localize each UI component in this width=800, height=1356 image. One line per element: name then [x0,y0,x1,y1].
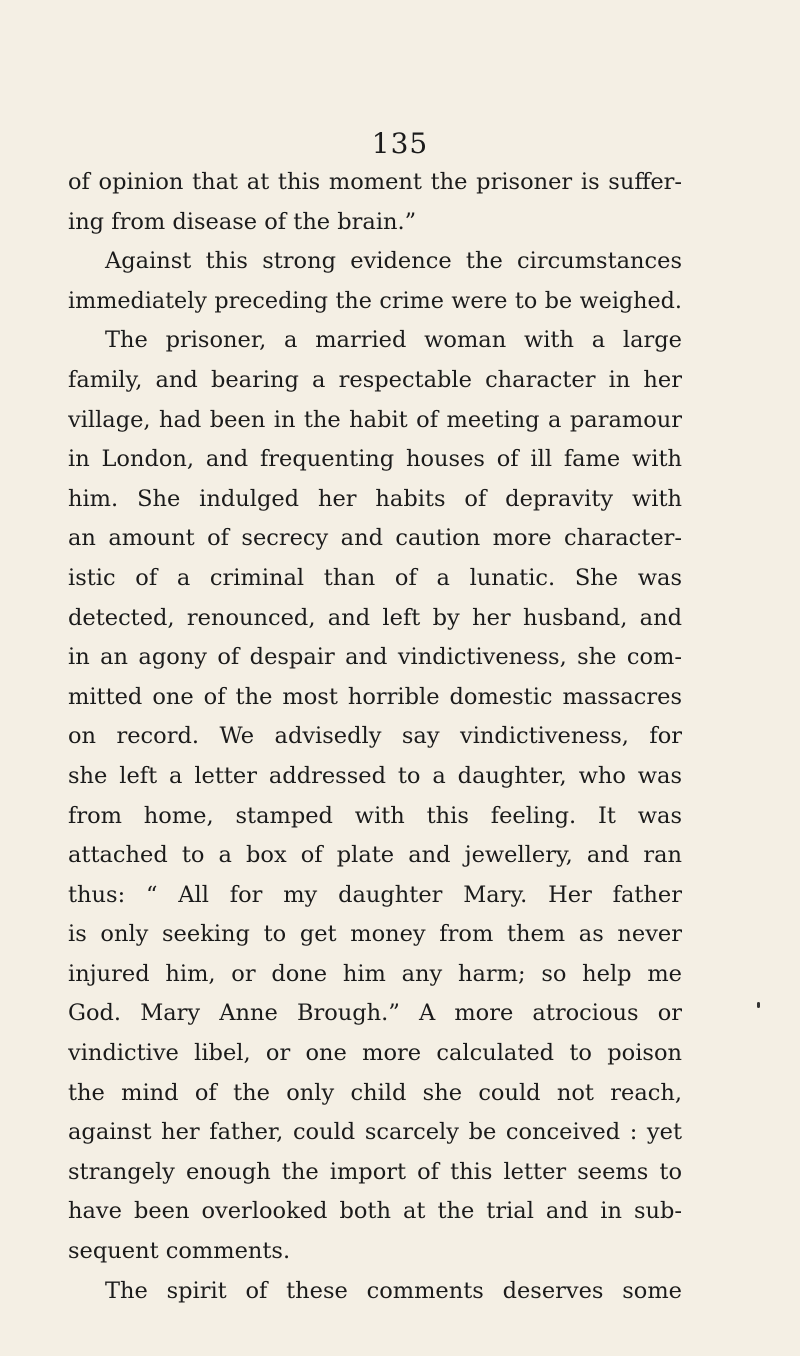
text-line: thus: “ All for my daughter Mary. Her father [68,881,682,908]
text-line: vindictive libel, or one more calculated to poison [68,1040,682,1067]
ink-speck [757,1002,760,1008]
text-line: an amount of secrecy and caution more character- [68,525,682,552]
text-line: him. She indulged her habits of depravity with [68,485,682,512]
text-line: village, had been in the habit of meeting a paramour [68,406,682,433]
text-line: mitted one of the most horrible domestic massacres [68,683,682,710]
page-number: 135 [371,127,429,160]
text-line: ing from disease of the brain.” [68,208,417,235]
text-line: immediately preceding the crime were to be weighed. [68,287,682,314]
text-line: in an agony of despair and vindictiveness, she com- [68,644,682,671]
text-line: sequent comments. [68,1238,291,1265]
text-line: is only seeking to get money from them as never [68,921,682,948]
text-line: she left a letter addressed to a daughter, who was [68,762,682,789]
text-line: the mind of the only child she could not reach, [68,1079,682,1106]
text-line: of opinion that at this moment the prisoner is suffer- [68,169,682,195]
text-line: against her father, could scarcely be conceived : yet [68,1119,682,1146]
text-line: istic of a criminal than of a lunatic. She was [68,564,682,591]
text-line: injured him, or done him any harm; so help me [68,960,682,987]
text-line: The spirit of these comments deserves some [105,1277,682,1304]
text-line: God. Mary Anne Brough.” A more atrocious or [68,1000,682,1027]
body-text [68,163,682,1311]
text-line: Against this strong evidence the circumstances [105,248,682,275]
text-line: from home, stamped with this feeling. It was [68,802,682,829]
text-line: attached to a box of plate and jewellery, and ran [68,842,682,869]
text-line: in London, and frequenting houses of ill fame with [68,446,682,473]
text-line: strangely enough the import of this letter seems to [68,1158,682,1185]
text-line: family, and bearing a respectable character in her [68,366,682,393]
text-line: have been overlooked both at the trial and in sub- [68,1198,682,1225]
text-line: The prisoner, a married woman with a large [105,327,682,354]
text-line: on record. We advisedly say vindictiveness, for [68,723,682,750]
text-line: detected, renounced, and left by her husband, and [68,604,682,631]
